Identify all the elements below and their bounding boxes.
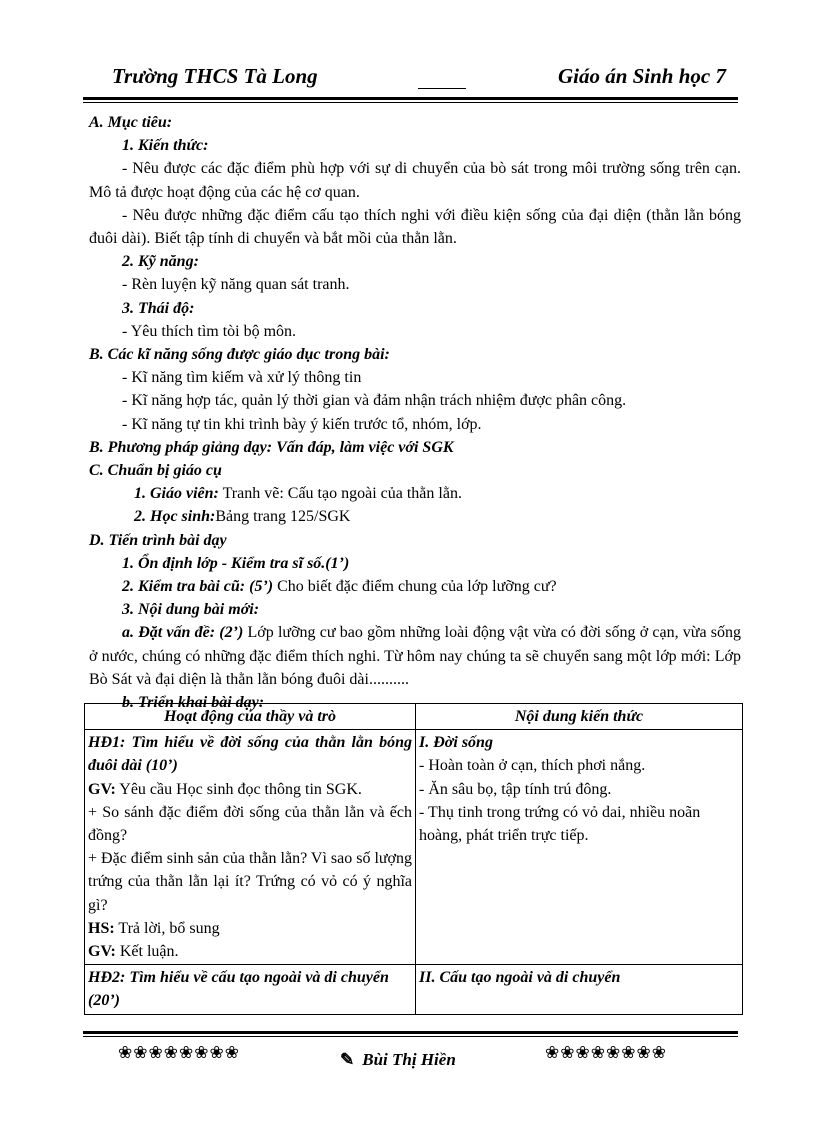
header-rule-thin	[83, 102, 738, 103]
section-b-p3: - Kĩ năng tự tin khi trình bày ý kiến trước tổ, nhóm, lớp.	[122, 415, 482, 433]
lesson-plan-body	[89, 111, 741, 714]
question-2: + Đặc điểm sinh sản của thằn lằn? Vì sao số lượng trứng của thằn lằn lại ít? Trứng có vỏ có ý nghĩa gì?	[88, 850, 413, 914]
table-row	[85, 730, 743, 965]
footer-rule-thin	[83, 1036, 738, 1037]
section-c1-text: Tranh vẽ: Cấu tạo ngoài của thằn lằn.	[218, 485, 462, 503]
section-a1-p2: - Nêu được những đặc điểm cấu tạo thích nghi với điều kiện sống của đại diện (thằn lằn bóng đuôi dài). Biết tập tính di chuyển và bắt mồi của thằn lằn.	[89, 206, 741, 248]
section-b-p1: - Kĩ năng tìm kiếm và xử lý thông tin	[122, 369, 362, 387]
section-c2	[89, 505, 741, 528]
section-d2-label: 2. Kiểm tra bài cũ: (5’)	[122, 578, 274, 596]
table-header-row	[85, 704, 743, 730]
section-d3b: b. Triển khai bài dạy:	[122, 694, 265, 712]
table-header-activities: Hoạt động của thầy và trò	[85, 704, 416, 730]
row1-content-cell	[416, 730, 743, 965]
question-1: + So sánh đặc điểm đời sống của thằn lằn và ếch đồng?	[88, 803, 412, 845]
section-a-title: A. Mục tiêu:	[89, 114, 173, 131]
hd1-title: HĐ1: Tìm hiểu về đời sống của thằn lằn bóng đuôi dài (10’)	[88, 734, 412, 775]
section-a1-title: 1. Kiến thức:	[122, 137, 209, 155]
section-d3: 3. Nội dung bài mới:	[122, 601, 260, 619]
gv2-text: Kết luận.	[115, 943, 179, 961]
gv2-label: GV:	[88, 943, 116, 961]
content-title-1: I. Đời sống	[419, 734, 493, 752]
section-c1-label: 1. Giáo viên:	[134, 485, 219, 503]
section-b-p2: - Kĩ năng hợp tác, quản lý thời gian và đảm nhận trách nhiệm được phân công.	[122, 392, 627, 410]
section-d1: 1. Ổn định lớp - Kiểm tra sĩ số.(1’)	[122, 554, 350, 572]
section-a2-title: 2. Kỹ năng:	[122, 253, 199, 271]
section-d3a	[89, 621, 741, 691]
pen-icon: ✎	[340, 1050, 355, 1069]
gv1-line	[88, 778, 412, 801]
footer-signature	[340, 1050, 456, 1070]
footer-author: Bùi Thị Hiền	[362, 1050, 456, 1069]
gv2-line	[88, 940, 412, 963]
header-divider	[418, 88, 466, 89]
section-d2-text: Cho biết đặc điểm chung của lớp lưỡng cư?	[273, 578, 557, 596]
section-c-title: C. Chuẩn bị giáo cụ	[89, 462, 222, 480]
hs-label: HS:	[88, 919, 115, 937]
section-a3-p1: - Yêu thích tìm tòi bộ môn.	[122, 322, 297, 340]
section-a2-p1: - Rèn luyện kỹ năng quan sát tranh.	[122, 276, 350, 294]
section-d2	[89, 575, 741, 598]
section-c1	[89, 482, 741, 505]
section-c2-text: Bảng trang 125/SGK	[215, 508, 351, 526]
content-line-2: - Ăn sâu bọ, tập tính trú đông.	[419, 780, 612, 798]
gv1-label: GV:	[88, 780, 116, 798]
header-subject: Giáo án Sinh học 7	[557, 64, 726, 88]
row1-activity-cell	[85, 730, 416, 965]
flower-icon: ❀❀❀❀❀❀❀❀	[545, 1043, 667, 1062]
activity-table	[84, 703, 743, 1015]
footer-rule	[83, 1031, 738, 1034]
flower-icon: ❀❀❀❀❀❀❀❀	[118, 1043, 240, 1062]
row2-activity-cell	[85, 965, 416, 1014]
section-a1-p1: - Nêu được các đặc điểm phù hợp với sự di chuyển của bò sát trong môi trường sống trên cạn. Mô tả được hoạt động của các hệ cơ quan.	[89, 160, 741, 201]
section-d-title: D. Tiến trình bài dạy	[89, 531, 227, 549]
hd2-title: HĐ2: Tìm hiểu về cấu tạo ngoài và di chuyển (20’)	[88, 969, 389, 1010]
section-d3a-label: a. Đặt vấn đề: (2’)	[122, 624, 244, 642]
header-school: Trường THCS Tà Long	[112, 64, 318, 88]
content-line-1: - Hoàn toàn ở cạn, thích phơi nắng.	[419, 757, 646, 775]
table-row	[85, 965, 743, 1014]
section-b-title: B. Các kĩ năng sống được giáo dục trong bài:	[89, 346, 390, 364]
section-b2-title: B. Phương pháp giảng dạy: Vấn đáp, làm việc với SGK	[89, 438, 454, 456]
section-d3a-text: Lớp lưỡng cư bao gồm những loài động vật vừa có đời sống ở cạn, vừa sống ở nước, chúng có những đặc điểm thích nghi. Từ hôm nay chúng ta sẽ chuyển sang một lớp mới: Lớp Bò Sát và đại diện là thằn lằn bóng đuôi dài..........	[89, 624, 742, 688]
hs-text: Trả lời, bổ sung	[114, 919, 220, 937]
content-line-3: - Thụ tinh trong trứng có vỏ dai, nhiều noãn hoàng, phát triển trực tiếp.	[419, 803, 701, 845]
section-a3-title: 3. Thái độ:	[122, 299, 195, 317]
row2-content-cell	[416, 965, 743, 1014]
table-header-content: Nội dung kiến thức	[416, 704, 743, 730]
hs-line	[88, 917, 412, 940]
section-c2-label: 2. Học sinh:	[134, 508, 216, 526]
gv1-text: Yêu cầu Học sinh đọc thông tin SGK.	[115, 780, 362, 798]
header-rule	[83, 97, 738, 100]
content-title-2: II. Cấu tạo ngoài và di chuyển	[419, 969, 621, 987]
